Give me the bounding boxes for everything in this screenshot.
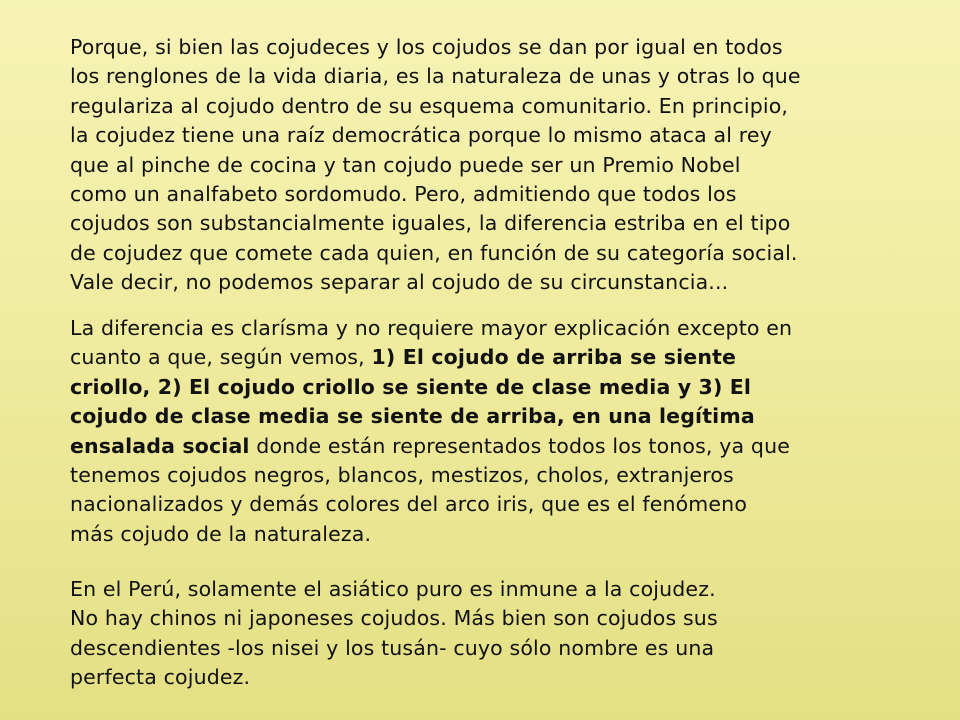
plain-text: cuanto a que, según vemos, [70, 345, 372, 370]
paragraph-2-line: criollo, 2) El cojudo criollo se siente de clase media y 3) El [70, 374, 752, 399]
paragraph-1-line: de cojudez que comete cada quien, en función de su categoría social. [70, 240, 798, 265]
bold-text: ensalada social [70, 433, 250, 458]
paragraph-1-line: regulariza al cojudo dentro de su esquema comunitario. En principio, [70, 93, 789, 118]
bold-text: 1) El cojudo de arriba se siente [371, 345, 737, 370]
paragraph-3-line: No hay chinos ni japoneses cojudos. Más bien son cojudos sus [70, 606, 718, 631]
paragraph-1-line: los renglones de la vida diaria, es la naturaleza de unas y otras lo que [70, 64, 801, 89]
paragraph-3-line: descendientes -los nisei y los tusán- cuyo sólo nombre es una [70, 635, 715, 660]
paragraph-3-line: perfecta cojudez. [70, 665, 251, 690]
paragraph-1-line: que al pinche de cocina y tan cojudo puede ser un Premio Nobel [70, 152, 741, 177]
paragraph-1-line: la cojudez tiene una raíz democrática porque lo mismo ataca al rey [70, 123, 772, 148]
paragraph-2-line: La diferencia es clarísma y no requiere mayor explicación excepto en [70, 316, 793, 340]
paragraph-2-line: más cojudo de la naturaleza. [70, 521, 372, 546]
paragraph-1 [70, 33, 930, 298]
paragraph-3 [70, 575, 930, 693]
paragraph-2-line [70, 432, 930, 461]
paragraph-1-line: Vale decir, no podemos separar al cojudo de su circunstancia... [70, 270, 729, 295]
plain-text: donde están representados todos los tonos, ya que [249, 433, 790, 458]
paragraph-2-line: tenemos cojudos negros, blancos, mestizos, cholos, extranjeros [70, 463, 734, 488]
paragraph-1-line: Porque, si bien las cojudeces y los cojudos se dan por igual en todos [70, 35, 783, 59]
paragraph-2-line: cojudo de clase media se siente de arriba, en una legítima [70, 404, 755, 429]
paragraph-3-line: En el Perú, solamente el asiático puro es inmune a la cojudez. [70, 577, 716, 601]
paragraph-2-line [70, 343, 930, 372]
paragraph-1-line: cojudos son substancialmente iguales, la diferencia estriba en el tipo [70, 211, 791, 236]
paragraph-1-line: como un analfabeto sordomudo. Pero, admitiendo que todos los [70, 182, 737, 207]
paragraph-2-line: nacionalizados y demás colores del arco iris, que es el fenómeno [70, 492, 748, 517]
paragraph-2 [70, 314, 930, 549]
